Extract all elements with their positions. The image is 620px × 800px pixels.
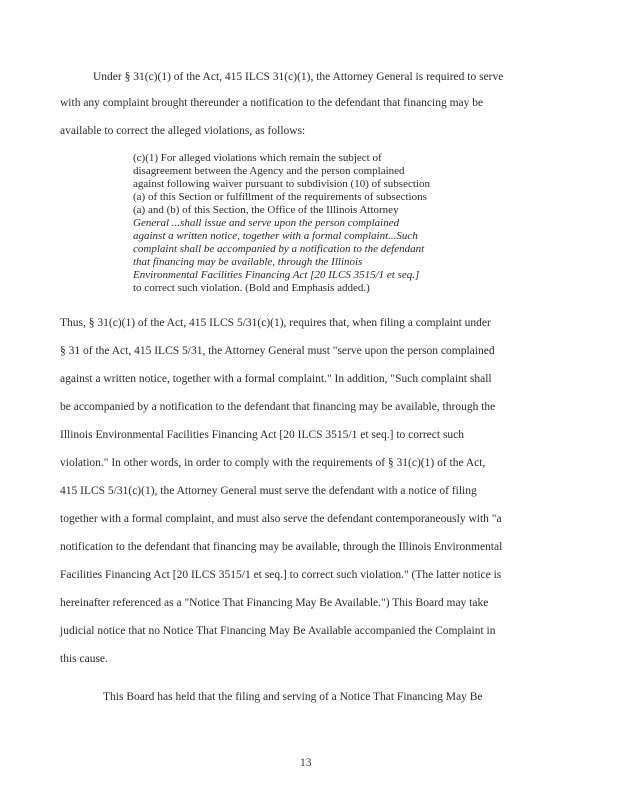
quote-line-2: disagreement between the Agency and the person complained bbox=[133, 165, 405, 177]
quote-line-10: Environmental Facilities Financing Act [20 ILCS 3515/1 et seq.] bbox=[133, 269, 420, 281]
para1-line-1: Under § 31(c)(1) of the Act, 415 ILCS 31(c)(1), the Attorney General is required to serve bbox=[93, 71, 504, 83]
para2-line-9: notification to the defendant that financing may be available, through the Illinois Environmental bbox=[60, 541, 503, 553]
para2-line-11: hereinafter referenced as a "Notice That Financing May Be Available.") This Board may take bbox=[60, 597, 489, 609]
page-number: 13 bbox=[300, 757, 312, 769]
quote-line-6: General ...shall issue and serve upon the person complained bbox=[133, 217, 400, 229]
para2-line-2: § 31 of the Act, 415 ILCS 5/31, the Attorney General must "serve upon the person complained bbox=[60, 345, 495, 357]
para2-line-3: against a written notice, together with a formal complaint." In addition, "Such complaint shall bbox=[60, 373, 492, 385]
para2-line-4: be accompanied by a notification to the defendant that financing may be available, through the bbox=[60, 401, 496, 413]
para2-line-13: this cause. bbox=[60, 653, 108, 665]
para1-line-3: available to correct the alleged violations, as follows: bbox=[60, 125, 306, 137]
quote-line-1: (c)(1) For alleged violations which remain the subject of bbox=[133, 152, 382, 164]
quote-line-5: (a) and (b) of this Section, the Office of the Illinois Attorney bbox=[133, 204, 399, 216]
quote-line-3: against following waiver pursuant to subdivision (10) of subsection bbox=[133, 178, 430, 190]
para2-line-5: Illinois Environmental Facilities Financing Act [20 ILCS 3515/1 et seq.] to correct such bbox=[60, 429, 465, 441]
para1-line-2: with any complaint brought thereunder a notification to the defendant that financing may be bbox=[60, 97, 484, 109]
para3-line-1: This Board has held that the filing and serving of a Notice That Financing May Be bbox=[103, 691, 483, 703]
quote-line-7: against a written notice, together with a formal complaint...Such bbox=[133, 230, 418, 242]
para2-line-12: judicial notice that no Notice That Financing May Be Available accompanied the Complaint in bbox=[60, 625, 496, 637]
para2-line-7: 415 ILCS 5/31(c)(1), the Attorney General must serve the defendant with a notice of filing bbox=[60, 485, 477, 497]
quote-line-9: that financing may be available, through the Illinois bbox=[133, 256, 363, 268]
para2-line-10: Facilities Financing Act [20 ILCS 3515/1 et seq.] to correct such violation." (The latter notice is bbox=[60, 569, 502, 581]
para2-line-8: together with a formal complaint, and must also serve the defendant contemporaneously with "a bbox=[60, 513, 502, 525]
para2-line-1: Thus, § 31(c)(1) of the Act, 415 ILCS 5/31(c)(1), requires that, when filing a complaint under bbox=[60, 317, 491, 329]
quote-line-8: complaint shall be accompanied by a notification to the defendant bbox=[133, 243, 425, 255]
quote-line-11: to correct such violation. (Bold and Emphasis added.) bbox=[133, 282, 370, 294]
para2-line-6: violation." In other words, in order to comply with the requirements of § 31(c)(1) of the Act, bbox=[60, 457, 486, 469]
quote-line-4: (a) of this Section or fulfillment of the requirements of subsections bbox=[133, 191, 427, 203]
